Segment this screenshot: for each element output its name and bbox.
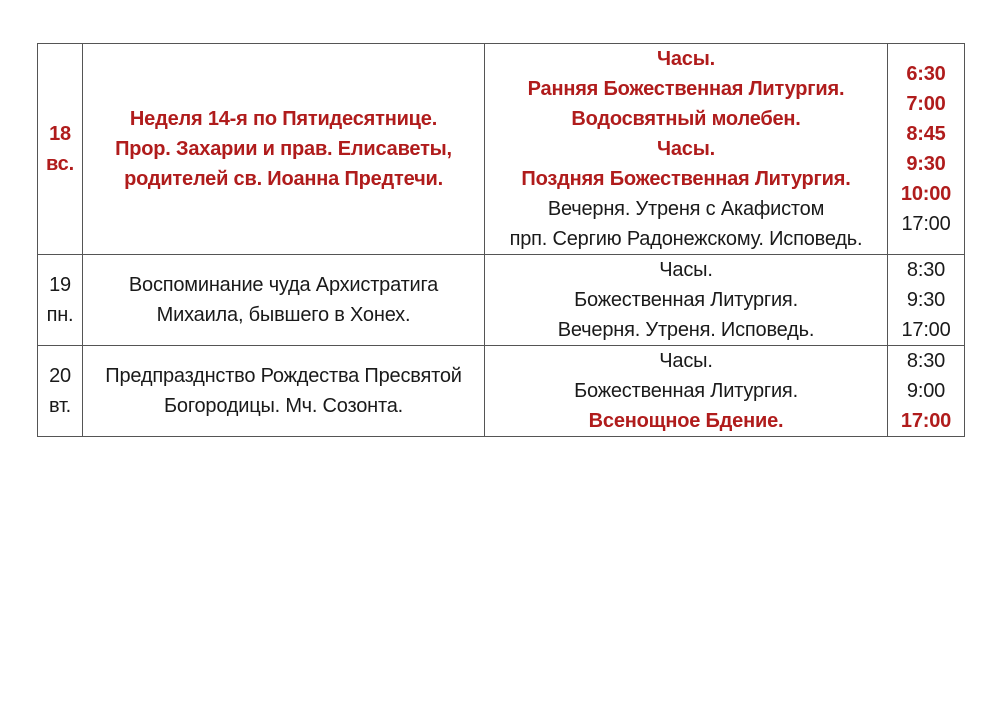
times-cell [888,44,965,255]
date-cell [38,44,83,255]
service-line: Часы. [659,350,713,372]
weekday: пн. [46,304,74,326]
feast-cell [83,44,485,255]
table-row [38,255,965,346]
service-line: Часы. [657,48,715,70]
feast-line: Неделя 14-я по Пятидесятнице. [129,108,438,130]
feast-cell [83,255,485,346]
feast-line: Богородицы. Мч. Созонта. [163,395,404,417]
service-line: Божественная Литургия. [574,289,798,311]
day-number: 19 [49,274,71,296]
service-line: Водосвятный молебен. [571,108,801,130]
weekday: вс. [46,153,74,175]
time-line: 6:30 [906,63,946,85]
feast-line: Прор. Захарии и прав. Елисаветы, [115,138,452,160]
time-line: 8:30 [906,259,946,281]
weekday: вт. [48,395,72,417]
date-cell [38,255,83,346]
feast-line: Воспоминание чуда Архистратига [128,274,439,296]
feast-cell [83,346,485,437]
day-number: 20 [49,365,71,387]
table-row [38,44,965,255]
time-line: 9:30 [906,289,946,311]
service-line: Часы. [659,259,713,281]
service-line: Вечерня. Утреня. Исповедь. [557,319,815,341]
day-number: 18 [49,123,71,145]
time-line: 17:00 [900,410,952,432]
time-line: 17:00 [901,319,951,341]
times-cell [888,255,965,346]
services-cell [485,44,888,255]
service-line: Ранняя Божественная Литургия. [527,78,845,100]
feast-line: Предпразднство Рождества Пресвятой [105,365,462,387]
time-line: 8:30 [906,350,946,372]
feast-line: родителей св. Иоанна Предтечи. [124,168,443,190]
feast-line: Михаила, бывшего в Хонех. [156,304,411,326]
time-line: 17:00 [901,213,951,235]
date-cell [38,346,83,437]
service-line: Поздняя Божественная Литургия. [521,168,851,190]
table-row [38,346,965,437]
service-line: прп. Сергию Радонежскому. Исповедь. [509,228,863,250]
time-line: 7:00 [906,93,946,115]
time-line: 10:00 [900,183,952,205]
schedule-page [37,43,964,437]
service-line: Всенощное Бдение. [588,410,784,432]
services-cell [485,255,888,346]
service-line: Божественная Литургия. [574,380,798,402]
services-cell [485,346,888,437]
time-line: 9:00 [906,380,946,402]
time-line: 8:45 [906,123,946,145]
schedule-table [37,43,965,437]
times-cell [888,346,965,437]
service-line: Вечерня. Утреня с Акафистом [547,198,825,220]
service-line: Часы. [657,138,715,160]
time-line: 9:30 [906,153,946,175]
